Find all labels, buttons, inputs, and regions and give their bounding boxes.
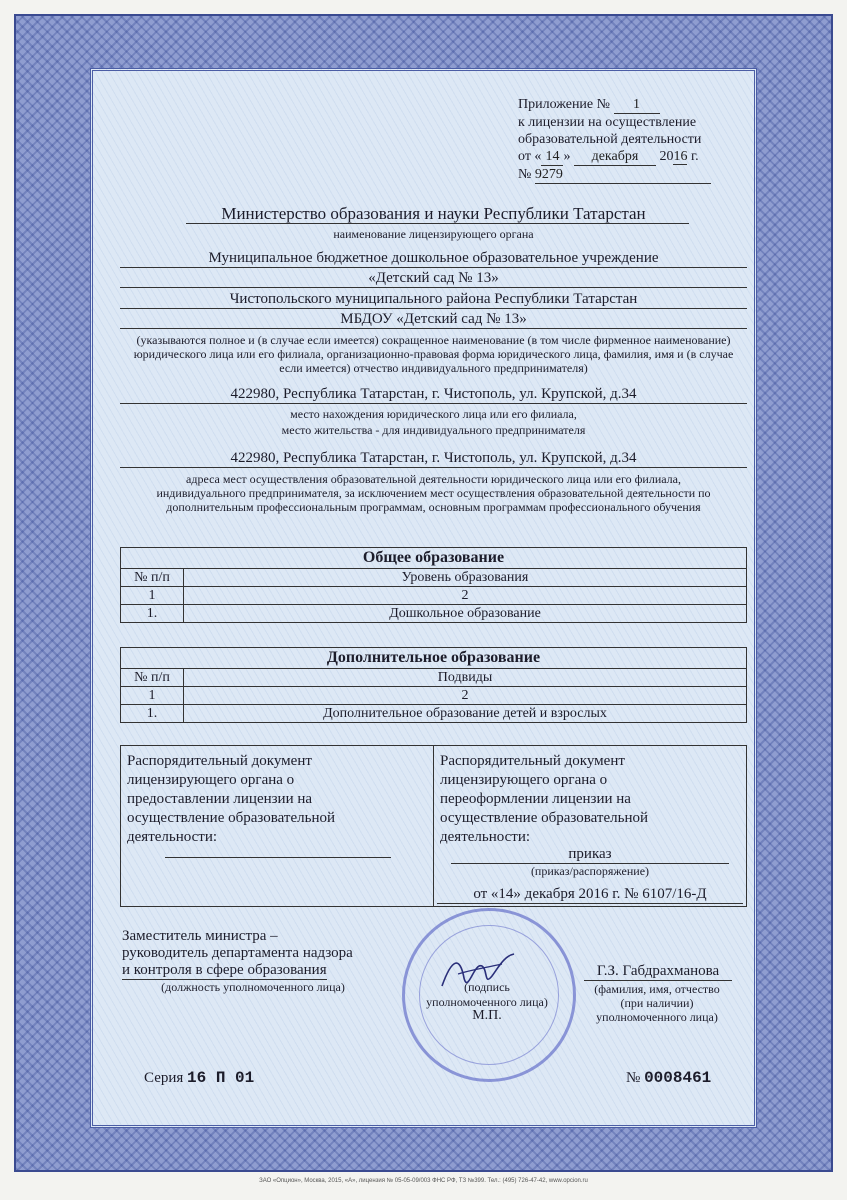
reissue-order-date: от «14» декабря 2016 г. № 6107/16-Д [437, 886, 743, 904]
position-caption: (должность уполномоченного лица) [161, 980, 345, 994]
col-index-2: 2 [184, 587, 747, 605]
authority-name: Министерство образования и науки Республики Татарстан [221, 204, 646, 223]
date-day: 14 [541, 149, 563, 166]
sign-caption2: уполномоченного лица) [426, 995, 548, 1009]
series-value: 16 П 01 [187, 1069, 255, 1087]
date-month: декабря [574, 149, 656, 166]
additional-education-title: Дополнительное образование [121, 648, 747, 669]
reissue-order-type: приказ [451, 846, 729, 864]
seal-place-mark: М.П. [472, 1008, 502, 1023]
grant-order-text: Распорядительный документ лицензирующего органа о предоставлении лицензии на осуществление образовательной деятельности: [127, 753, 335, 845]
license-num-label: № [518, 167, 532, 182]
row-number: 1. [121, 605, 184, 623]
order-documents-box [120, 745, 747, 907]
year-prefix: 20 [659, 149, 674, 164]
col-level-header: Уровень образования [184, 569, 747, 587]
sign-caption1: (подпись [464, 980, 510, 994]
name-caption1: (фамилия, имя, отчество [594, 982, 720, 996]
appendix-line2: образовательной деятельности [518, 132, 702, 147]
licensee-line2: «Детский сад № 13» [120, 270, 747, 288]
position-line1: Заместитель министра – [122, 928, 278, 944]
table-row [121, 605, 747, 623]
col-number-header: № п/п [121, 569, 184, 587]
row-level: Дошкольное образование [184, 605, 747, 623]
col-index-2: 2 [184, 687, 747, 705]
general-education-table [120, 547, 747, 623]
table-row [121, 705, 747, 723]
location-caption1: место нахождения юридического лица или его филиала, [290, 407, 577, 421]
date-year: 16 [673, 149, 688, 164]
position-line3: и контроля в сфере образования [122, 962, 327, 978]
blank-number-value: 0008461 [644, 1069, 712, 1087]
appendix-number: 1 [614, 97, 660, 114]
authority-caption: наименование лицензирующего органа [333, 227, 534, 241]
licensee-line1: Муниципальное бюджетное дошкольное образовательное учреждение [120, 250, 747, 268]
reissue-order-text: Распорядительный документ лицензирующего органа о переоформлении лицензии на осуществление образовательной деятельности: [440, 753, 648, 845]
appendix-label: Приложение № [518, 97, 610, 112]
reissue-order-caption: (приказ/распоряжение) [530, 864, 650, 878]
series-label: Серия [144, 1070, 184, 1086]
activity-caption: адреса мест осуществления образовательной деятельности юридического лица или его филиала, индивидуального предпринимателя, за исключением мест осуществления образовательной деятельности по дополнительным профессиональным программам, основным программам профессионального обучения [156, 472, 711, 514]
signatory-name: Г.З. Габдрахманова [584, 963, 732, 981]
row-subtype: Дополнительное образование детей и взрослых [184, 705, 747, 723]
col-subtype-header: Подвиды [184, 669, 747, 687]
year-suffix: г. [690, 149, 699, 164]
grant-order-line [165, 857, 391, 858]
general-education-title: Общее образование [121, 548, 747, 569]
licensee-line3: Чистопольского муниципального района Республики Татарстан [120, 291, 747, 309]
appendix-line1: к лицензии на осуществление [518, 115, 697, 130]
location-caption2: место жительства - для индивидуального предпринимателя [281, 423, 586, 437]
activity-address: 422980, Республика Татарстан, г. Чистополь, ул. Крупской, д.34 [120, 450, 747, 468]
name-caption2: (при наличии) [620, 996, 694, 1010]
signatory-position [122, 928, 402, 980]
licensee-caption: (указываются полное и (в случае если имеется) сокращенное наименование (в том числе фирменное наименование) юридического лица или его филиала, организационно-правовая форма юридического лица, фамилия, имя и (в случае если имеется) отчество индивидуального предпринимателя) [133, 333, 734, 375]
col-index-1: 1 [121, 587, 184, 605]
position-line2: руководитель департамента надзора [122, 945, 353, 961]
printer-info: ЗАО «Опцион», Москва, 2015, «А», лицензия № 05-05-09/003 ФНС РФ, ТЗ №399. Тел.: (495) 726-47-42, www.opcion.ru [259, 1178, 588, 1184]
col-index-1: 1 [121, 687, 184, 705]
col-number-header: № п/п [121, 669, 184, 687]
row-number: 1. [121, 705, 184, 723]
date-prefix: от « [518, 149, 542, 164]
date-mid: » [563, 149, 571, 164]
blank-number-label: № [626, 1070, 641, 1086]
licensee-short-name: МБДОУ «Детский сад № 13» [120, 311, 747, 329]
name-caption3: уполномоченного лица) [596, 1010, 718, 1024]
location-address: 422980, Республика Татарстан, г. Чистополь, ул. Крупской, д.34 [120, 386, 747, 404]
series-block [144, 1069, 254, 1087]
license-number: 9279 [535, 167, 711, 184]
additional-education-table [120, 647, 747, 723]
appendix-block [518, 97, 728, 185]
blank-number-block [626, 1069, 711, 1087]
